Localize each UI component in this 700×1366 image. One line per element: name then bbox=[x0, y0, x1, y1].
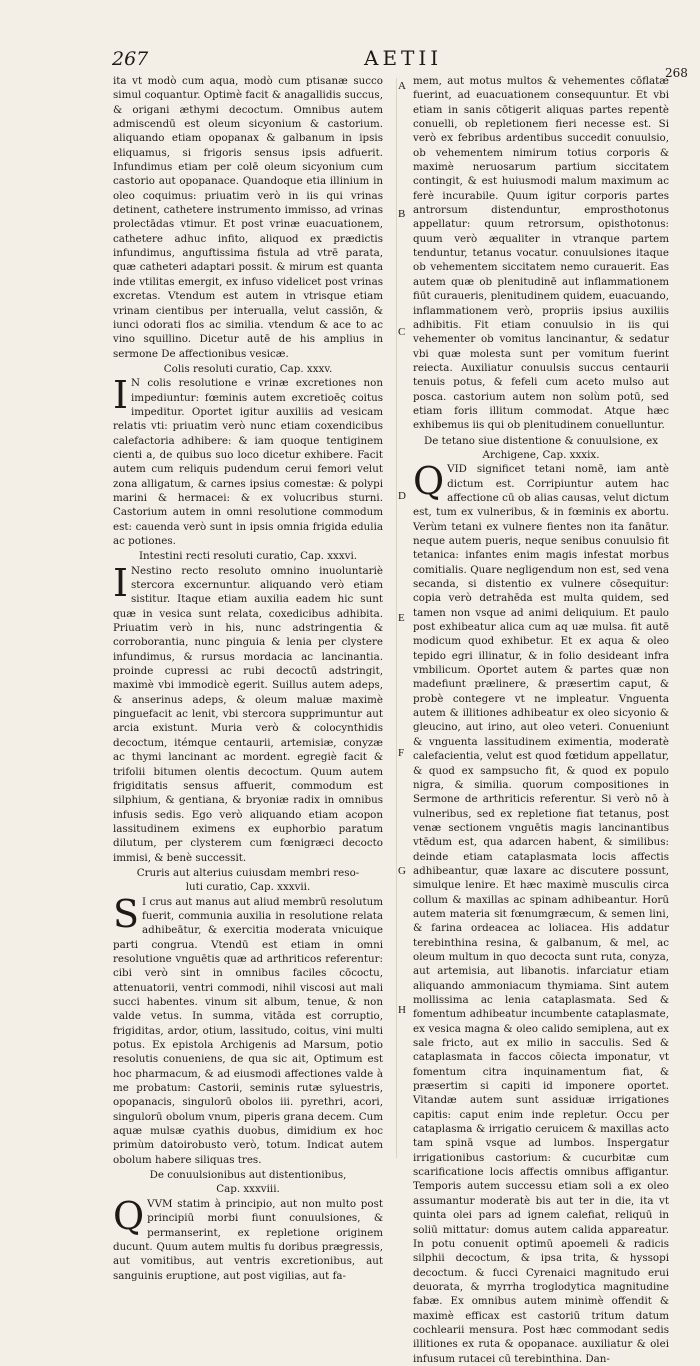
column-gutter bbox=[396, 78, 397, 1158]
paragraph-text: VVM statim à principio, aut non multo post principiū morbi fiunt conuulsiones, & permanserint, ex repletione originem ducunt. Quum autem multis fu doribus prægressis, aut vomitibus, aut ventris excretionibus, aut sanguinis eruptione, aut post vigilias, aut fa- bbox=[113, 1197, 383, 1282]
section-marker-f: F bbox=[398, 747, 405, 759]
left-column bbox=[113, 74, 383, 1283]
paragraph-text: Nestino recto resoluto omnino inuoluntariè stercora excernuntur. aliquando verò etiam sistitur. Itaque etiam auxilia eadem hic sunt quæ in vesica sunt relata, coxedicibus adhibita. Priuatim verò in his, nunc adstringentia & corroborantia, nunc pinguia & lenia per clystere infundimus, & rursus mordacia ac lancinantia. proinde cupressi ac rubi decoctū adstringit, maximè vbi immodicè egerit. Suillus autem adeps, & anserinus adeps, & oleum maluæ maximè pinguefacit ac lenit, vbi stercora supprimuntur aut arcia existunt. Muria verò & colocynthidis decoctum, itémque centaurii, artemisiæ, conyzæ ac thymi lancinant ac mordent. egregiè facit & trifolii bitumen olentis decoctum. Quum autem frigiditatis sensus affuerit, commodum est silphium, & gentiana, & bryoniæ radix in omnibus infusis sedis. Ego verò aliquando etiam acopon lassitudinem eximens ex euphorbio paratum dilutum, per clysterem cum fœnigræci decocto immisi, & benè successit. bbox=[113, 564, 383, 864]
chapter-heading: Colis resoluti curatio, Cap. xxxv. bbox=[163, 362, 333, 375]
chapter-heading: De conuulsionibus aut distentionibus, bbox=[149, 1169, 347, 1182]
paragraph bbox=[113, 560, 383, 865]
drop-initial: I bbox=[113, 560, 129, 605]
paragraph-text: VID significet tetani nomē, iam antè dictum est. Corripiuntur autem hac affectione cū ob alias causas, velut dictum est, tum ex vulneribus, & in fœminis ex abortu. Verùm tetani ex vulnere fientes non ita fanātur. neque autem pueris, neque senibus conuulsio fit tetanica: infantes enim magis infestat morbus comitialis. Quare negligendum non est, sed vena secanda, si distentio ex vulnere cōsequitur: copia verò detrahēda est multa quidem, sed tamen non vsque ad animi deliquium. Et paulo post exhibeatur alica cum aq uæ mulsa. fit autē modicum quod exhibetur. Et ex aqua & oleo tepido egri illinatur, & in folio desideant infra vmbilicum. Oportet autem & partes quæ non madefiunt prælinere, & præsertim caput, & probè contegere vt ne impleatur. Vnguenta autem & illitiones adhibeatur ex oleo sicyonio & gleucino, aut irino, aut oleo veteri. Conueniunt & vnguenta lassitudinem eximentia, moderatè calefacientia, velut est quod fœtidum appellatur, & quod ex sampsucho fit, & quod ex populo nigra, & similia. quorum compositiones in Sermone de arthriticis referentur. Si verò nō à vulneribus, sed ex repletione fiat tetanus, post venæ sectionem vnguētis magis lancinantibus vtēdum est, qua adarcen habent, & similibus: deinde etiam cataplasmata locis affectis adhibeantur, quæ laxare ac discutere possunt, simulque lenire. Et hæc maximè musculis circa collum & maxillas ac spinam adhibeantur. Horū autem materia sit fœnumgræcum, & semen lini, & farina ordeacea ac loliacea. His addatur terebinthina resina, & galbanum, & mel, ac oleum multum in quo decocta sunt ruta, conyza, aut artemisia, aut libanotis. infarciatur etiam aliquando ammoniacum thymiama. Sint autem mollissima ac lenia cataplasmata. Sed & fomentum adhibeatur incumbente cataplasmate, ex vesica magna & oleo calido semiplena, aut ex sale fricto, aut ex milio in sacculis. Sed & cataplasmata in faccos cōiecta imponatur, vt fomentum citra inquinamentum fiat, & præsertim si capiti id imponere oportet. Vitandæ autem sunt assiduæ irrigationes capitis: caput enim inde repletur. Occu per cataplasma & irrigatio ceruicem & maxillas acto tam spinā vsque ad lumbos. Inspergatur irrigationibus castorium: & cucurbitæ cum scarificatione locis affectis omnibus affigantur. Temporis autem successu etiam soli a ex oleo assumantur moderatè bis aut ter in die, ita vt quinta olei pars ad ignem calefiat, reliquū in soliū mittatur: domus autem calida appareatur. In potu conuenit optimū apoemeli & radicis silphii decoctum, & ipsa trita, & hyssopi decoctum. & fucci Cyrenaici magnitudo erui deuorata, & myrrha troglodytica magnitudine fabæ. Ex omnibus autem minimè offendit & maximè efficax est castoriū tritum datum cochlearii mensura. Post hæc commodant sedis illitiones ex ruta & opopanace. auxiliatur & olei infusum rutacei cū terebinthina. Dan- bbox=[413, 463, 669, 1365]
chapter-heading: luti curatio, Cap. xxxvii. bbox=[185, 881, 311, 894]
paragraph bbox=[413, 459, 669, 1366]
chapter-heading: De tetano siue distentione & conuulsione, ex bbox=[423, 434, 658, 447]
section-marker-b: B bbox=[398, 208, 406, 220]
drop-initial: I bbox=[113, 373, 129, 418]
drop-initial: Q bbox=[113, 1193, 145, 1238]
paragraph-text: N colis resolutione e vrinæ excretiones non impediuntur: fœminis autem excretioēς coitus impeditur. Oportet igitur auxiliis ad vesicam relatis vti: priuatim verò nunc etiam coxendicibus calefactoria adhibere: & iam quoque tentiginem cienti a, de quibus suo loco dicetur exhibere. Facit autem cum reliquis pudendum cerui femori velut zona alligatum, & carnes ipsius comestæ: & polypi marini & hermacei: & ex volucribus sturni. Castorium autem in omni resolutione commodum est: cauenda verò sunt in ipsis omnia frigida edulia ac potiones. bbox=[113, 377, 383, 547]
section-marker-a: A bbox=[398, 80, 406, 92]
left-page-number: 267 bbox=[112, 48, 149, 70]
paragraph: ita vt modò cum aqua, modò cum ptisanæ succo simul coquantur. Optimè facit & anagallidis succus, & origani æthymi decoctum. Omnibus autem admiscendū est oleum sicyonium & castorium. aliquando etiam opopanax & galbanum in ipsis eliquamus, si frigoris sensus ipsis adfuerit. Infundimus etiam per colē oleum sicyonium cum castorio aut opopanace. Quandoque etia illinium in oleo coquimus: priuatim verò in iis qui vrinas detinent, cathetere instrumento immisso, ad vrinas prolectādas vtimur. Et post vrinæ euacuationem, cathetere adhuc infito, aliquod ex prædictis infundimus, anguftissima fistula ad vtrē parata, quæ catheteri adaptari possit. & mirum est quanta inde vtilitas emergit, ex infuso videlicet post vrinas excretas. Vtendum est autem in vtrisque etiam vrinam cientibus per interualla, velut cassiōn, & iunci odorati flos ac similia. vtendum & ace to ac vino squillino. Dicetur autē de his amplius in sermone De affectionibus vesicæ. bbox=[113, 75, 383, 360]
chapter-heading: Cap. xxxviii. bbox=[216, 1183, 280, 1196]
paragraph-text: I crus aut manus aut aliud membrū resolutum fuerit, communia auxilia in resolutione relata adhibeātur, & exercitia moderata vnicuique parti congrua. Vtendū est etiam in omni resolutione vnguētis quæ ad arthriticos referentur: cibi verò sint in omnibus faciles cōcoctu, attenuatorii, ventri commodi, nihil viscosi aut mali succi habentes. vinum sit album, tenue, & non valde vetus. In summa, vitāda est corruptio, frigiditas, ardor, otium, lassitudo, coitus, vini multi potus. Ex epistola Archigenis ad Marsum, potio resolutis conueniens, de qua sic ait, Optimum est hoc pharmacum, & ad eiusmodi affectiones valde à me probatum: Castorii, seminis rutæ syluestris, opopanacis, singulorū obolos iii. pyrethri, acori, singulorū obolum vnum, piperis grana decem. Cum aquæ mulsæ cyathis duobus, dimidium ex hoc primùm datoirobusto verò, totum. Indicat autem obolum habere siliquas tres. bbox=[113, 895, 383, 1166]
running-head: AETII bbox=[364, 46, 443, 70]
paragraph bbox=[113, 891, 383, 1168]
drop-initial: S bbox=[113, 891, 140, 936]
right-column bbox=[413, 74, 669, 1366]
page-header bbox=[0, 42, 700, 80]
drop-initial: Q bbox=[413, 459, 445, 504]
right-page-number: 268 bbox=[665, 66, 688, 80]
chapter-heading: Archigene, Cap. xxxix. bbox=[482, 448, 600, 461]
paragraph bbox=[113, 373, 383, 548]
chapter-heading: Cruris aut alterius cuiusdam membri reso- bbox=[136, 866, 360, 879]
section-marker-d: D bbox=[398, 490, 406, 502]
section-marker-c: C bbox=[398, 326, 406, 338]
section-marker-e: E bbox=[398, 612, 405, 624]
chapter-heading: Intestini recti resoluti curatio, Cap. xxxvi. bbox=[138, 550, 358, 563]
paragraph: mem, aut motus multos & vehementes cōflatæ fuerint, ad euacuationem consequuntur. Et vbi etiam in sanis cōtigerit aliquas partes repentè conuelli, ob repletionem fieri necesse est. Si verò ex febribus ardentibus succedit conuulsio, ob vehementem nimirum totius corporis & maximè neruosarum partium siccitatem contingit, & est huiusmodi malum maximum ac ferè incurabile. Quum igitur corporis partes antrorsum distenduntur, emprosthotonus appellatur: quum retrorsum, opisthotonus: quum verò æqualiter in vtranque partem tenduntur, tetanus vocatur. conuulsiones itaque ob vehementem siccitatem nemo curauerit. Eas autem quæ ob plenitudinē aut inflammationem fiūt curaueris, plenitudinem quidem, euacuando, inflammationem verò, propriis ipsius auxiliis adhibitis. Fit etiam conuulsio in iis qui vehementer ob vomitus lancinantur, & sedatur vbi quæ molesta sunt per vomitum fuerint reiecta. Auxiliatur conuulsis succus centaurii tenuis potus, & fefeli cum aceto mulso aut posca. castorium autem non solùm potū, sed etiam foris illitum commodat. Atque hæc exhibemus iis qui ob plenitudinem conuelluntur. bbox=[413, 75, 669, 432]
section-marker-h: H bbox=[398, 1004, 406, 1016]
paragraph bbox=[113, 1193, 383, 1283]
section-marker-g: G bbox=[398, 865, 406, 877]
